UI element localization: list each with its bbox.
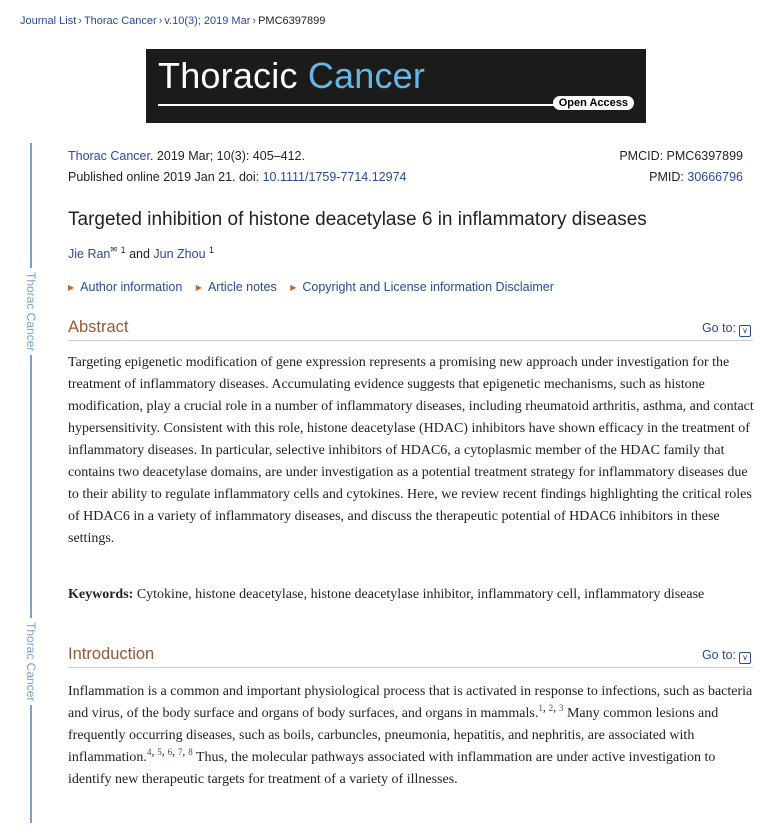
breadcrumb: Journal List › Thorac Cancer › v.10(3); 2019 Mar › PMC6397899 — [20, 15, 326, 27]
ref-link[interactable]: 3 — [558, 703, 564, 714]
side-label-journal-2[interactable]: Thorac Cancer — [24, 618, 38, 705]
disclaimer-link[interactable]: Disclaimer — [495, 280, 554, 294]
author-list: Jie Ran✉ $^1$ and Jun Zhou $^1$ — [68, 245, 215, 262]
introduction-goto[interactable]: Go to: ∨ — [702, 648, 751, 664]
ref-link[interactable]: 1 — [538, 703, 543, 714]
abstract-header — [68, 316, 753, 341]
breadcrumb-journal[interactable]: Thorac Cancer — [83, 15, 157, 27]
journal-banner[interactable] — [146, 49, 646, 123]
keywords-label: Keywords: — [68, 587, 134, 602]
chevron-down-icon[interactable]: ∨ — [739, 652, 751, 664]
abstract-text: Targeting epigenetic modification of gene expression represents a promising new approach under investigation for the treatment of inflammatory diseases. Accumulating evidence suggests that epigenetic mechanisms, such as histone modification, play a crucial role in a number of inflammatory diseases, including rheumatoid arthritis, asthma, and contact hypersensitivity. Consistent with this role, histone deacetylase (HDAC) inhibitors have shown efficacy in the treatment of inflammatory diseases. In particular, selective inhibitors of HDAC6, a cytoplasmic member of the HDAC family that contains two deacetylase domains, are under investigation as a potential treatment strategy for inflammatory diseases due to their ability to regulate inflammatory cells and cytokines. Here, we review recent findings highlighting the critical roles of HDAC6 in a variety of inflammatory diseases, and discuss the therapeutic potential of HDAC6 inhibitors in these settings. — [68, 355, 754, 546]
ref-link[interactable]: 4 — [146, 747, 152, 758]
expand-triangle-icon: ▶ — [68, 283, 75, 292]
doi-link[interactable]: 10.1111/1759-7714.12974 — [262, 170, 407, 184]
open-access-badge: Open Access — [553, 96, 634, 110]
ref-link[interactable]: 5 — [157, 747, 162, 758]
ref-link[interactable]: 6 — [167, 747, 173, 758]
pmcid: PMCID: PMC6397899 — [619, 149, 743, 163]
citation: Thorac Cancer. 2019 Mar; 10(3): 405–412. Published online 2019 Jan 21. doi: 10.1111/1759-7714.12974 — [68, 149, 407, 184]
author-link-zhou[interactable]: Jun Zhou — [153, 247, 206, 262]
sidebar-rule — [30, 143, 32, 823]
chevron-down-icon[interactable]: ∨ — [739, 325, 751, 337]
abstract-goto[interactable]: Go to: ∨ — [702, 321, 751, 337]
article-notes-toggle[interactable]: Article notes — [207, 280, 277, 294]
banner-rule — [158, 104, 558, 106]
article-info-links — [68, 280, 564, 294]
ref-link[interactable]: 7 — [177, 747, 183, 758]
side-label-journal[interactable]: Thorac Cancer — [24, 268, 38, 355]
breadcrumb-issue[interactable]: v.10(3); 2019 Mar — [164, 15, 251, 27]
article-title: Targeted inhibition of histone deacetylase 6 in inflammatory diseases — [68, 209, 647, 230]
identifiers: PMCID: PMC6397899 PMID: 30666796 — [619, 146, 743, 188]
banner-title: Thoracic Cancer — [158, 55, 426, 96]
author-information-toggle[interactable]: Author information — [80, 280, 183, 294]
pmid-link[interactable]: 30666796 — [687, 170, 743, 184]
keywords: Keywords: Cytokine, histone deacetylase, histone deacetylase inhibitor, inflammatory cell, inflammatory disease — [68, 587, 705, 602]
introduction-text: Inflammation is a common and important physiological process that is activated in response to infections, such as bacteria and virus, of the body surface and organs of body surfaces, and organs in mammals.$^{1, 2, 3}$ Many common lesions and frequently occurring diseases, such as boils, carbuncles, pneumonia, hepatitis, and nephritis, are associated with inflammation.$^{4, 5, 6, 7, 8}$ Thus, the molecular pathways associated with inflammation are under active investigation to identify new therapeutic targets for treatment of a variety of illnesses. — [68, 684, 753, 787]
abstract-heading: Abstract — [68, 318, 129, 336]
email-icon[interactable]: ✉ — [110, 245, 118, 255]
ref-link[interactable]: 2 — [548, 703, 554, 714]
author-link-ran[interactable]: Jie Ran — [68, 247, 111, 262]
ref-link[interactable]: 8 — [188, 747, 193, 758]
introduction-header — [68, 643, 753, 668]
expand-triangle-icon: ▶ — [195, 283, 202, 292]
breadcrumb-journal-list[interactable]: Journal List — [20, 15, 77, 27]
breadcrumb-pmc: PMC6397899 — [258, 15, 326, 27]
citation-journal-link[interactable]: Thorac Cancer — [68, 149, 150, 163]
expand-triangle-icon: ▶ — [290, 283, 297, 292]
copyright-toggle[interactable]: Copyright and License information — [302, 280, 493, 294]
introduction-heading: Introduction — [68, 645, 155, 663]
